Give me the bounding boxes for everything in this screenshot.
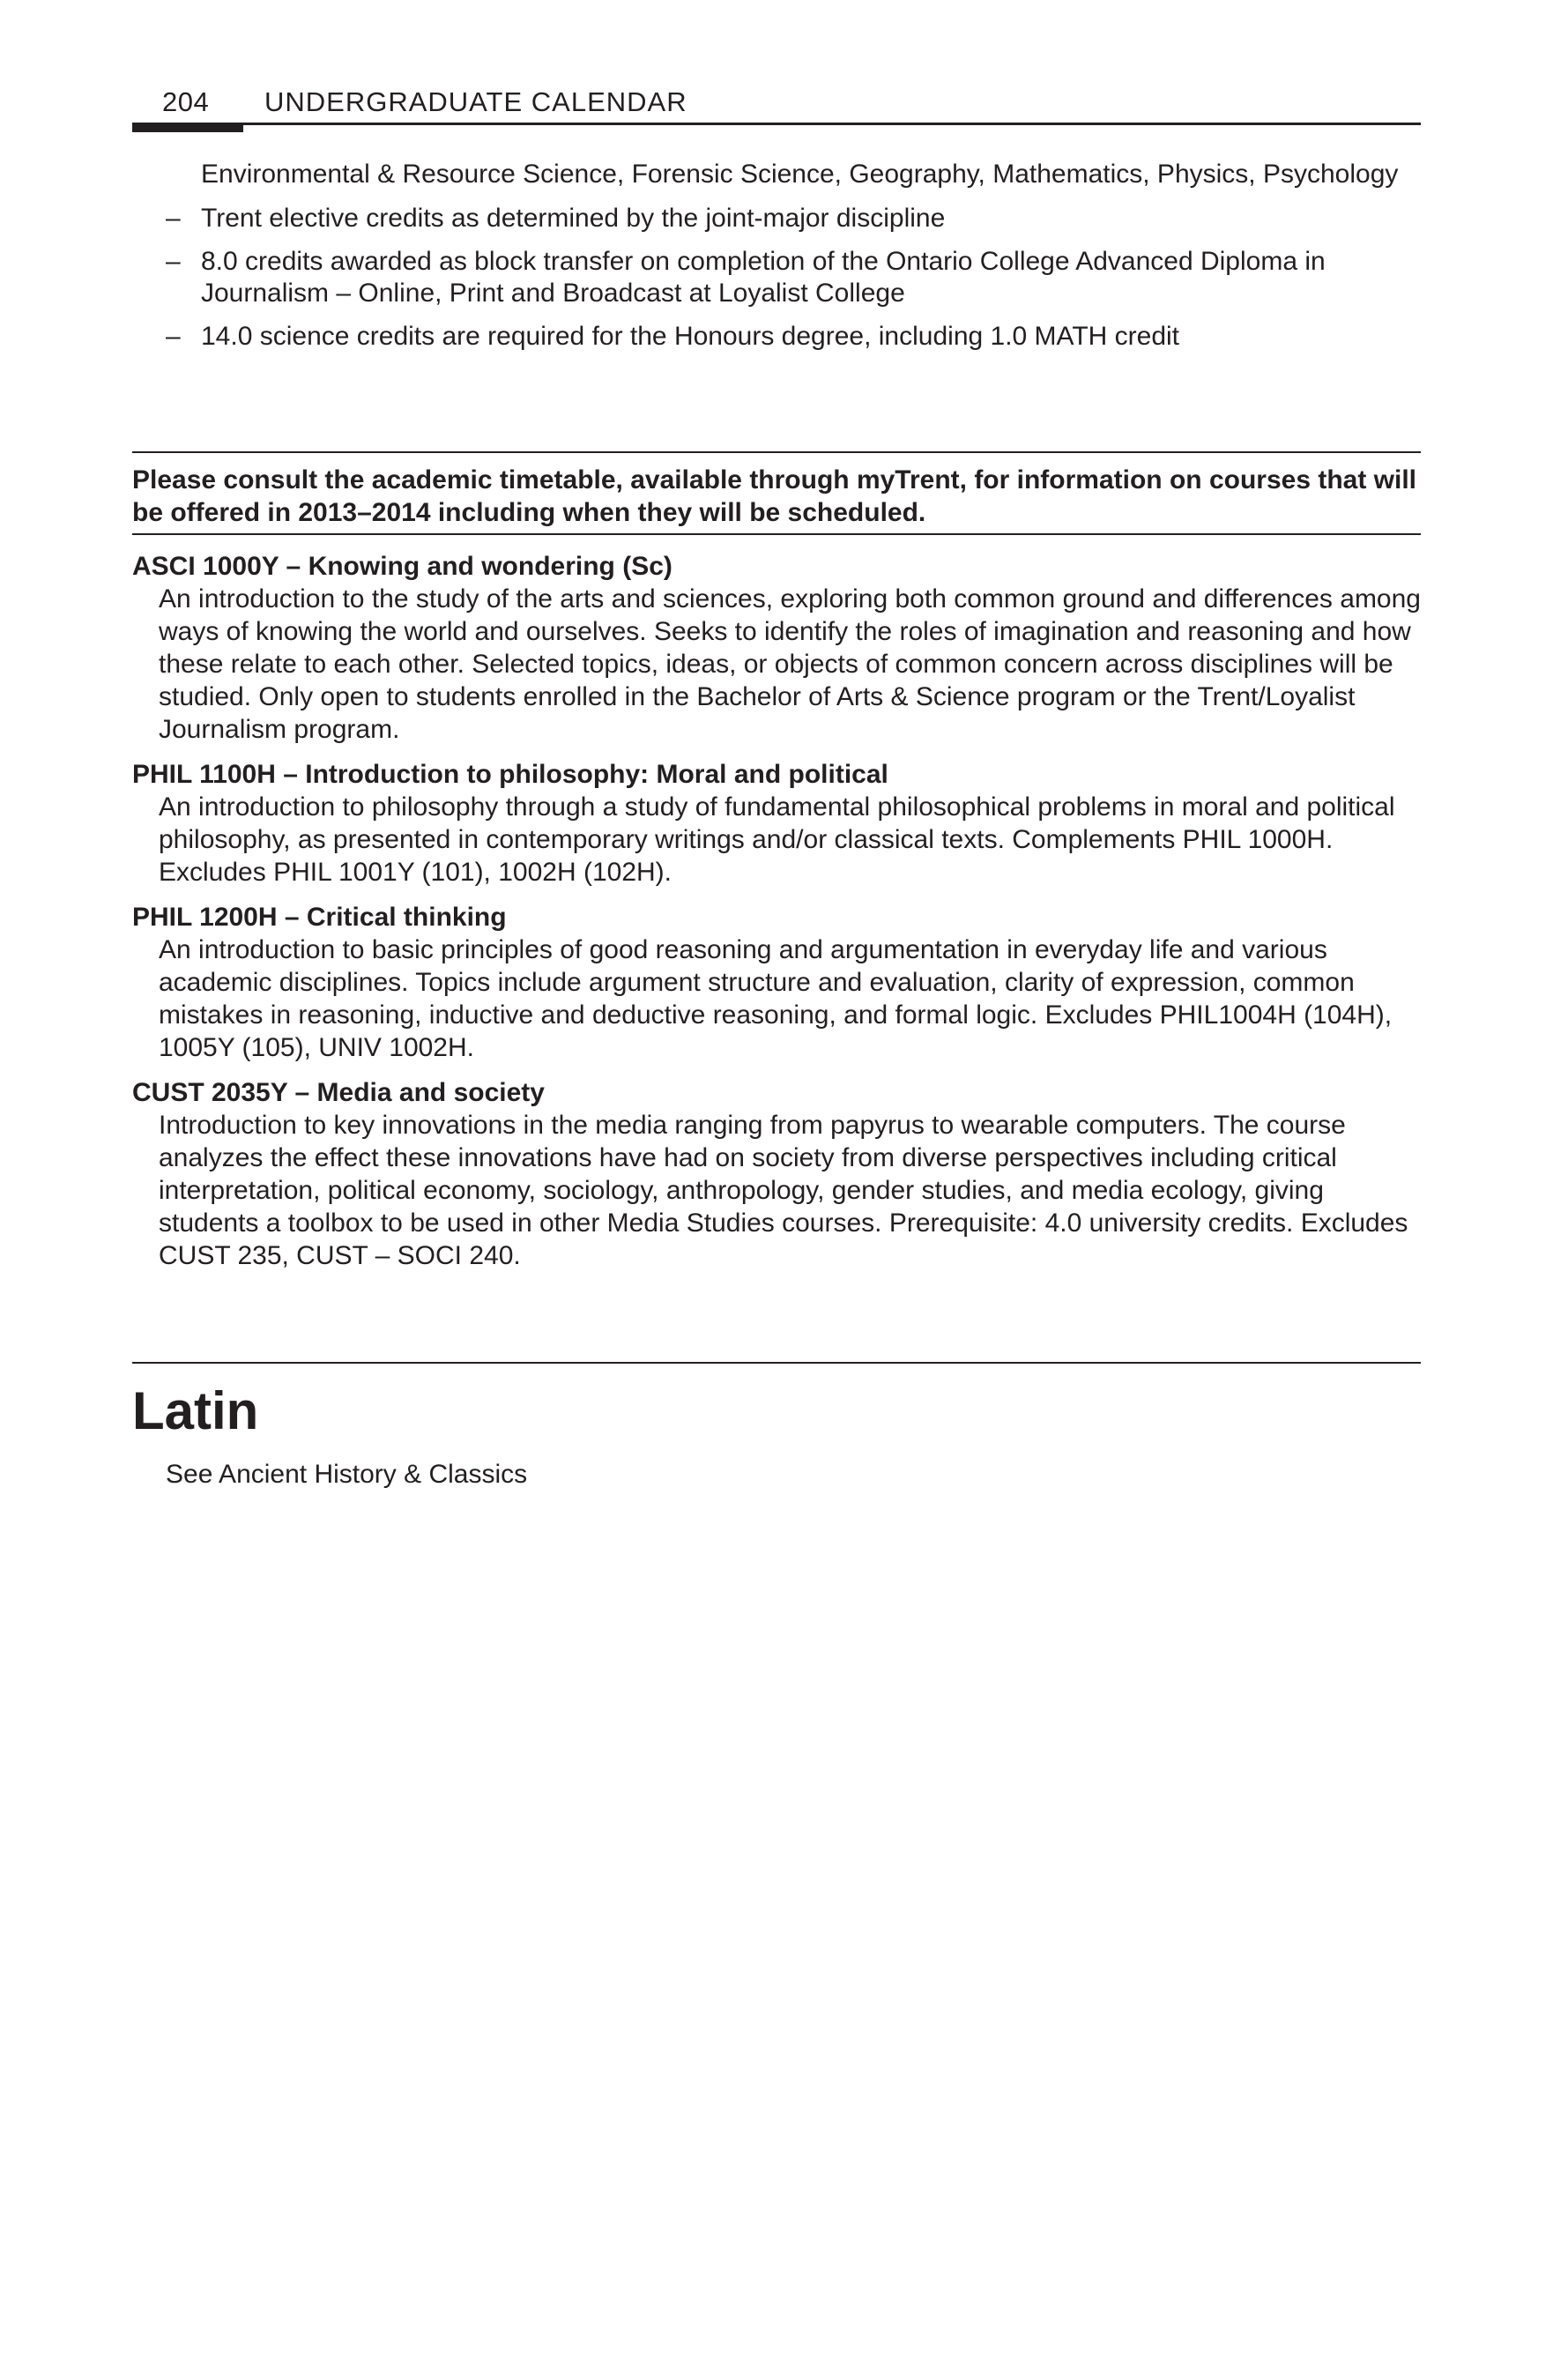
header-tab-bar: [132, 123, 243, 132]
list-item: [132, 246, 1421, 309]
notice-rule-bottom: [132, 533, 1421, 535]
course-description: Introduction to key innovations in the media ranging from papyrus to wearable computers. The course analyzes the effect these innovations have had on society from diverse perspectives including critical interpretation, political economy, sociology, anthropology, gender studies, and media ecology, giving students a toolbox to be used in other Media Studies courses. Prerequisite: 4.0 university credits. Excludes CUST 235, CUST – SOCI 240.: [159, 1111, 1408, 1270]
course-description: An introduction to the study of the arts and sciences, exploring both common ground and differences among ways of knowing the world and ourselves. Seeks to identify the roles of imagination and reasoning and how these relate to each other. Selected topics, ideas, or objects of common concern across disciplines will be studied. Only open to students enrolled in the Bachelor of Arts & Science program or the Trent/Loyalist Journalism program.: [159, 584, 1421, 744]
course-title: PHIL 1200H – Critical thinking: [132, 903, 507, 932]
header-title: UNDERGRADUATE CALENDAR: [264, 86, 687, 117]
list-item-text: 8.0 credits awarded as block transfer on completion of the Ontario College Advanced Diploma in Journalism – Online, Print and Broadcast at Loyalist College: [201, 247, 1326, 308]
page-number: 204: [162, 86, 210, 117]
course-entry: [132, 550, 1421, 746]
course-description: An introduction to philosophy through a study of fundamental philosophical problems in moral and political philosophy, as presented in contemporary writings and/or classical texts. Complements PHIL 1000H. Excludes PHIL 1001Y (101), 1002H (102H).: [159, 792, 1395, 887]
section-heading-latin: Latin: [132, 1381, 259, 1440]
course-entry: [132, 1076, 1421, 1272]
course-entry: [132, 901, 1421, 1064]
course-description: An introduction to basic principles of good reasoning and argumentation in everyday life and various academic disciplines. Topics include argument structure and evaluation, clarity of expression, common mistakes in reasoning, inductive and deductive reasoning, and formal logic. Excludes PHIL1004H (104H), 1005Y (105), UNIV 1002H.: [159, 935, 1393, 1062]
requirements-continuation-list: [132, 159, 1421, 364]
running-header: [132, 81, 1421, 134]
section-rule: [132, 1362, 1421, 1364]
dash-bullet: –: [166, 204, 181, 233]
dash-bullet: –: [166, 247, 181, 276]
course-list: [132, 550, 1421, 1284]
header-rule: [132, 123, 1421, 125]
notice-rule-top: [132, 451, 1421, 453]
course-title: CUST 2035Y – Media and society: [132, 1078, 545, 1107]
list-item-continued: Environmental & Resource Science, Forensic Science, Geography, Mathematics, Physics, Psychology: [201, 160, 1399, 189]
list-item-text: 14.0 science credits are required for the Honours degree, including 1.0 MATH credit: [201, 322, 1180, 351]
cross-reference-text: See Ancient History & Classics: [166, 1460, 528, 1489]
list-item: [132, 203, 1421, 234]
calendar-page: [132, 0, 1421, 2380]
list-item: [132, 321, 1421, 353]
course-entry: [132, 758, 1421, 889]
list-item-text: Trent elective credits as determined by the joint-major discipline: [201, 204, 946, 233]
course-title: ASCI 1000Y – Knowing and wondering (Sc): [132, 552, 672, 581]
course-title: PHIL 1100H – Introduction to philosophy: Moral and political: [132, 760, 888, 789]
timetable-notice: Please consult the academic timetable, available through myTrent, for information on courses that will be offered in 2013–2014 including when they will be scheduled.: [132, 465, 1417, 527]
dash-bullet: –: [166, 322, 181, 351]
